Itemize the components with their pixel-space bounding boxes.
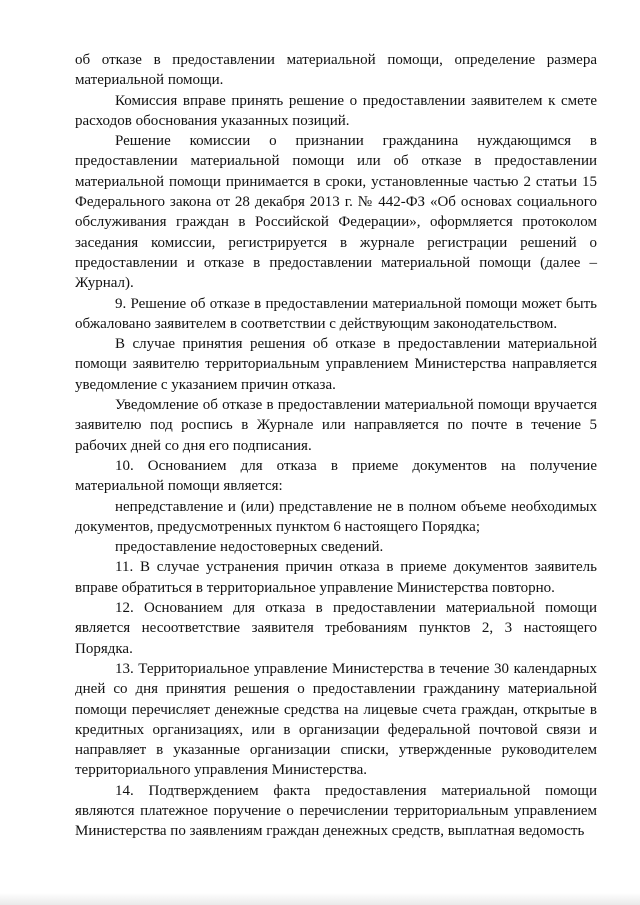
paragraph-item-13: 13. Территориальное управление Министерства в течение 30 календарных дней со дня принятия решения о предоставлении гражданину материальной помощи перечисляет денежные средства на лицевые счета граждан, открытые в кредитных организациях, или в организации федеральной почтовой связи и направляет в указанные организации списки, утвержденные руководителем территориального управления Министерства. xyxy=(75,660,597,779)
paragraph-ground-false-info: предоставление недостоверных сведений. xyxy=(115,539,384,556)
paragraph-item-12: 12. Основанием для отказа в предоставлении материальной помощи является несоответствие заявителя требованиям пунктов 2, 3 настоящего Порядка. xyxy=(75,600,597,657)
paragraph-item-9: 9. Решение об отказе в предоставлении материальной помощи может быть обжаловано заявителем в соответствии с действующим законодательством. xyxy=(75,295,597,332)
paragraph-item-14: 14. Подтверждением факта предоставления материальной помощи являются платежное поручение о перечислении территориальным управлением Министерства по заявлениям граждан денежных средств, выплатная ведомость xyxy=(75,782,597,840)
document-body xyxy=(75,50,597,842)
paragraph-refusal-notice: В случае принятия решения об отказе в предоставлении материальной помощи заявителю территориальным управлением Министерства направляется уведомление с указанием причин отказа. xyxy=(75,336,597,393)
paragraph-notice-delivery: Уведомление об отказе в предоставлении материальной помощи вручается заявителю под роспись в Журнале или направляется по почте в течение 5 рабочих дней со дня его подписания. xyxy=(75,397,597,454)
paragraph-commission-right: Комиссия вправе принять решение о предоставлении заявителем к смете расходов обоснования указанных позиций. xyxy=(75,92,597,129)
paragraph-item-10: 10. Основанием для отказа в приеме документов на получение материальной помощи является: xyxy=(75,457,597,495)
paragraph-ground-incomplete: непредставление и (или) представление не в полном объеме необходимых документов, предусмотренных пунктом 6 настоящего Порядка; xyxy=(75,498,597,535)
scan-bottom-edge xyxy=(0,893,640,905)
paragraph-item-11: 11. В случае устранения причин отказа в приеме документов заявитель вправе обратиться в территориальное управление Министерства повторно. xyxy=(75,559,597,596)
paragraph-continuation: об отказе в предоставлении материальной помощи, определение размера материальной помощи. xyxy=(75,52,597,89)
paragraph-commission-decision: Решение комиссии о признании гражданина нуждающимся в предоставлении материальной помощи или об отказе в предоставлении материальной помощи принимается в сроки, установленные частью 2 статьи 15 Федерального закона от 28 декабря 2013 г. № 442-ФЗ «Об основах социального обслуживания граждан в Российской Федерации», оформляется протоколом заседания комиссии, регистрируется в журнале регистрации решений о предоставлении и отказе в предоставлении материальной помощи (далее – Журнал). xyxy=(75,133,597,292)
